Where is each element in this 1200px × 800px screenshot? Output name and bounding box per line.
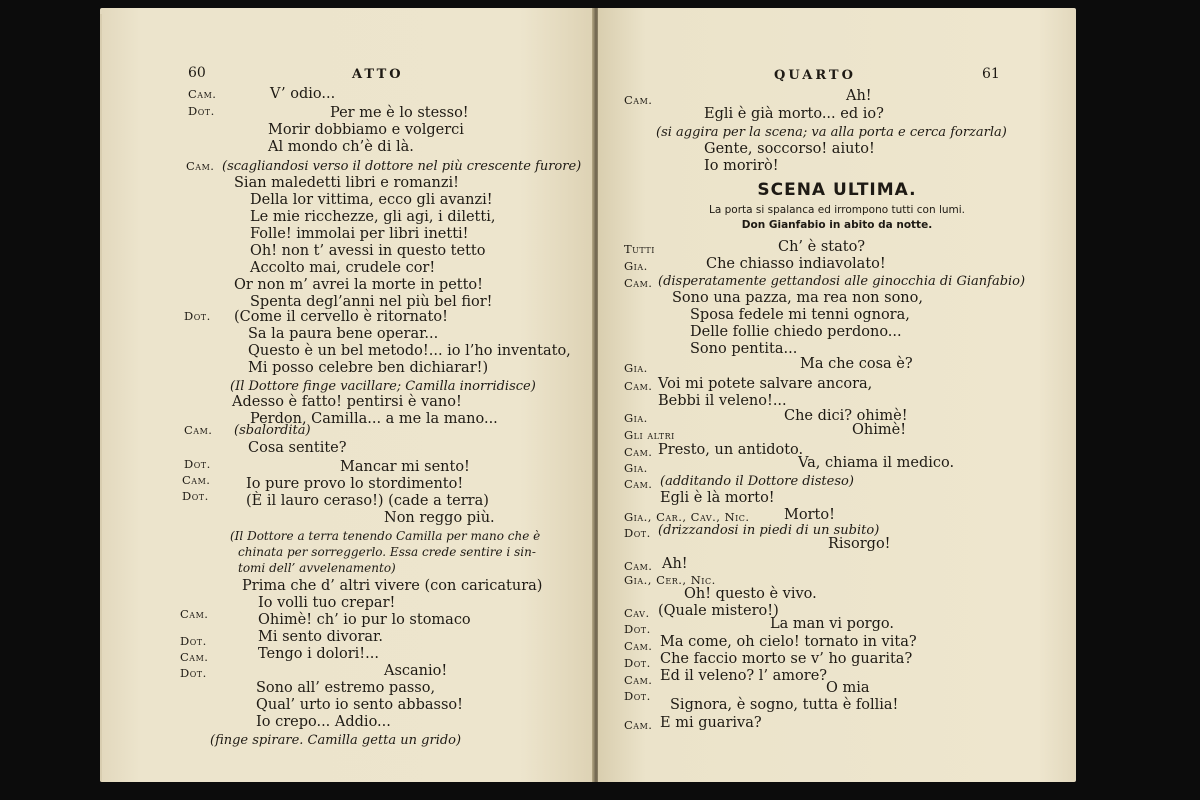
speaker-label: Dot. [180, 666, 207, 680]
speaker-label: Cam. [624, 445, 653, 459]
verse-line: Morir dobbiamo e volgerci [268, 122, 464, 138]
verse-line: Adesso è fatto! pentirsi è vano! [232, 394, 462, 410]
verse-line: Morto! [784, 507, 835, 523]
verse-line: Questo è un bel metodo!... io l’ho inventato, [248, 343, 571, 359]
verse-line: Le mie ricchezze, gli agi, i diletti, [250, 209, 496, 225]
verse-line: (Come il cervello è ritornato! [234, 309, 448, 325]
speaker-label: Gia. [624, 411, 648, 425]
verse-line: Che dici? ohimè! [784, 408, 908, 424]
verse-line: Oh! questo è vivo. [684, 586, 817, 602]
verse-line: Mi sento divorar. [258, 629, 383, 645]
verse-line: Or non m’ avrei la morte in petto! [234, 277, 483, 293]
verse-line: O mia [826, 680, 870, 696]
verse-line: Qual’ urto io sento abbasso! [256, 697, 463, 713]
verse-line: Signora, è sogno, tutta è follia! [670, 697, 899, 713]
speaker-label: Dot. [188, 104, 215, 118]
stage-direction: (Il Dottore a terra tenendo Camilla per mano che è [230, 529, 541, 543]
speaker-label: Dot. [624, 622, 651, 636]
left-page [100, 8, 594, 782]
verse-line: Ch’ è stato? [778, 239, 866, 255]
verse-line: (È il lauro ceraso!) (cade a terra) [246, 493, 489, 509]
verse-line: Ohimè! ch’ io pur lo stomaco [258, 612, 471, 628]
speaker-label: Gia., Cer., Nic. [624, 573, 716, 587]
speaker-label: Gia. [624, 259, 648, 273]
speaker-label: Cam. [186, 159, 215, 173]
verse-line: Sposa fedele mi tenni ognora, [690, 307, 910, 323]
verse-line: Mancar mi sento! [340, 459, 470, 475]
verse-line: Egli è là morto! [660, 490, 775, 506]
verse-line: Voi mi potete salvare ancora, [658, 376, 873, 392]
verse-line: Io volli tuo crepar! [258, 595, 396, 611]
verse-line: Che chiasso indiavolato! [706, 256, 886, 272]
speaker-label: Dot. [182, 489, 209, 503]
stage-direction: chinata per sorreggerlo. Essa crede sentire i sin- [238, 545, 536, 559]
verse-line: Sono pentita... [690, 341, 798, 357]
speaker-label: Cam. [184, 423, 213, 437]
verse-line: Va, chiama il medico. [798, 455, 955, 471]
verse-line: Cosa sentite? [248, 440, 347, 456]
page-number-right: 61 [982, 66, 1000, 82]
verse-line: Ed il veleno? l’ amore? [660, 668, 828, 684]
verse-line: Sian maledetti libri e romanzi! [234, 175, 459, 191]
verse-line: Tengo i dolori!... [258, 646, 379, 662]
speaker-label: Cam. [624, 559, 653, 573]
scene-title: SCENA ULTIMA. [757, 180, 917, 200]
verse-line: Spenta degl’anni nel più bel fior! [250, 294, 493, 310]
stage-direction: (drizzandosi in piedi di un subito) [658, 523, 880, 538]
stage-direction: (disperatamente gettandosi alle ginocchia di Gianfabio) [658, 274, 1026, 289]
speaker-label: Dot. [624, 689, 651, 703]
verse-line: Io pure provo lo stordimento! [246, 476, 464, 492]
verse-line: Ah! [662, 556, 688, 572]
verse-line: Risorgo! [828, 536, 891, 552]
stage-direction: (finge spirare. Camilla getta un grido) [210, 733, 462, 748]
verse-line: Egli è già morto... ed io? [704, 106, 884, 122]
verse-line: E mi guariva? [660, 715, 762, 731]
page-number-left: 60 [188, 65, 206, 81]
stage-direction: (scagliandosi verso il dottore nel più crescente furore) [222, 159, 582, 174]
page-header-left: ATTO [352, 67, 404, 82]
speaker-label: Cam. [624, 276, 653, 290]
page-header-right: QUARTO [774, 68, 856, 83]
speaker-label: Dot. [624, 656, 651, 670]
speaker-label: Dot. [184, 309, 211, 323]
stage-direction: tomi dell’ avvelenamento) [238, 561, 396, 575]
speaker-label: Cam. [180, 607, 209, 621]
verse-line: Non reggo più. [384, 510, 495, 526]
verse-line: Al mondo ch’è di là. [268, 139, 414, 155]
stage-direction: (Il Dottore finge vacillare; Camilla inorridisce) [230, 379, 536, 394]
verse-line: Mi posso celebre ben dichiarar!) [248, 360, 489, 376]
speaker-label: Cam. [624, 673, 653, 687]
verse-line: Ah! [846, 88, 872, 104]
verse-line: Per me è lo stesso! [330, 105, 469, 121]
speaker-label: Gli altri [624, 428, 675, 442]
speaker-label: Cam. [182, 473, 211, 487]
verse-line: Ma come, oh cielo! tornato in vita? [660, 634, 917, 650]
speaker-label: Dot. [184, 457, 211, 471]
verse-line: Io crepo... Addio... [256, 714, 391, 730]
verse-line: Io morirò! [704, 158, 779, 174]
verse-line: Oh! non t’ avessi in questo tetto [250, 243, 486, 259]
verse-line: Ascanio! [384, 663, 448, 679]
speaker-label: Cam. [624, 718, 653, 732]
scene-note-characters: Don Gianfabio in abito da notte. [741, 219, 933, 231]
speaker-label: Cav. [624, 606, 650, 620]
speaker-label: Cam. [188, 87, 217, 101]
verse-line: Ma che cosa è? [800, 356, 913, 372]
stage-direction: (si aggira per la scena; va alla porta e cerca forzarla) [656, 125, 1007, 140]
verse-line: (Quale mistero!) [658, 603, 779, 619]
stage-direction: (additando il Dottore disteso) [660, 474, 854, 489]
verse-line: Accolto mai, crudele cor! [250, 260, 436, 276]
speaker-label: Gia. [624, 361, 648, 375]
speaker-label: Gia., Car., Cav., Nic. [624, 510, 750, 524]
verse-line: Prima che d’ altri vivere (con caricatura) [242, 578, 543, 594]
speaker-label: Cam. [624, 93, 653, 107]
verse-line: La man vi porgo. [770, 616, 894, 632]
speaker-label: Cam. [180, 650, 209, 664]
verse-line: Sono una pazza, ma rea non sono, [672, 290, 923, 306]
verse-line: Bebbi il veleno!... [658, 393, 787, 409]
verse-line: Gente, soccorso! aiuto! [704, 141, 875, 157]
verse-line: Sa la paura bene operar... [248, 326, 439, 342]
verse-line: V’ odio... [270, 86, 336, 102]
verse-line: Perdon, Camilla... a me la mano... [250, 411, 498, 427]
verse-line: Che faccio morto se v’ ho guarita? [660, 651, 913, 667]
verse-line: Ohimè! [852, 422, 907, 438]
verse-line: Della lor vittima, ecco gli avanzi! [250, 192, 493, 208]
speaker-label: Dot. [624, 526, 651, 540]
right-page [598, 8, 1076, 782]
stage-direction: (sbalordita) [234, 423, 311, 438]
speaker-label: Dot. [180, 634, 207, 648]
speaker-label: Cam. [624, 639, 653, 653]
speaker-label: Tutti [624, 242, 655, 256]
verse-line: Delle follie chiedo perdono... [690, 324, 902, 340]
speaker-label: Cam. [624, 477, 653, 491]
verse-line: Presto, un antidoto. [658, 442, 804, 458]
speaker-label: Gia. [624, 461, 648, 475]
speaker-label: Cam. [624, 379, 653, 393]
verse-line: Folle! immolai per libri inetti! [250, 226, 469, 242]
verse-line: Sono all’ estremo passo, [256, 680, 436, 696]
scene-note: La porta si spalanca ed irrompono tutti con lumi. [708, 204, 966, 216]
